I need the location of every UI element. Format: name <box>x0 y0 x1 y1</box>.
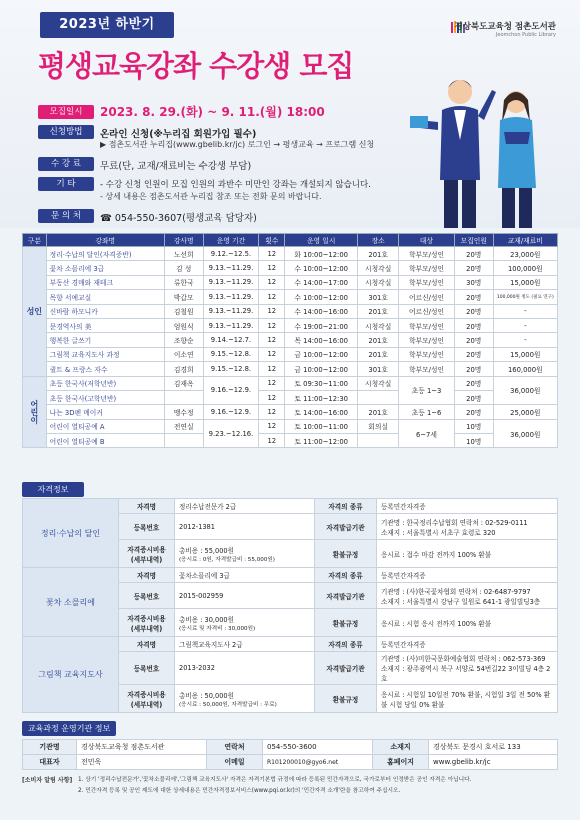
cert-cost <box>175 609 315 637</box>
table-cell: 301호 <box>358 362 399 376</box>
info-row-fee <box>38 155 438 173</box>
course-name: 정리·수납의 달인(자격증반) <box>46 247 164 261</box>
table-cell: - <box>493 333 557 347</box>
table-cell: 이소연 <box>164 347 203 361</box>
table-cell: 토 10:00~11:00 <box>285 419 358 433</box>
ops-value: 전민욱 <box>77 755 207 770</box>
table-row <box>23 376 558 390</box>
table-cell: 박갑모 <box>164 290 203 304</box>
cert-label: 자격명 <box>119 499 175 514</box>
table-cell: 201호 <box>358 247 399 261</box>
cert-label: 자격증시비용 (세부내역) <box>119 685 175 713</box>
cert-label: 자격의 종류 <box>315 568 377 583</box>
table-row <box>23 390 558 404</box>
course-name: 그림책 교육지도사 과정 <box>46 347 164 361</box>
cert-label: 등록번호 <box>119 652 175 685</box>
table-cell: 학부모/성인 <box>399 362 455 376</box>
table-cell: 학부모/성인 <box>399 333 455 347</box>
cert-value: 정리수납전문가 2급 <box>175 499 315 514</box>
table-cell: 6~7세 <box>399 419 455 448</box>
table-cell: 100,000원 정도 (필요 연구) <box>493 290 557 304</box>
col-header: 교재/재료비 <box>493 234 557 247</box>
table-row <box>23 347 558 361</box>
ops-section-title: 교육과정 운영기관 정보 <box>22 721 116 736</box>
course-table-header <box>23 234 558 247</box>
table-cell: 학부모/성인 <box>399 261 455 275</box>
cert-label: 환불규정 <box>315 609 377 637</box>
table-cell: 시청각실 <box>358 318 399 332</box>
cert-value: 등록민간자격증 <box>377 499 558 514</box>
table-cell: 12 <box>259 247 285 261</box>
cert-row <box>23 568 558 583</box>
table-cell: 시청각실 <box>358 275 399 289</box>
table-cell: 전연실 <box>164 419 203 433</box>
cert-group: 정리·수납의 달인 <box>23 499 119 568</box>
table-cell: 9.16.~12.9. <box>203 376 259 405</box>
cert-org-line: 소재지 : 광주광역시 북구 서양로 54번길22 3이빌딩 4층 2호 <box>381 665 551 683</box>
table-cell: 김경희 <box>164 362 203 376</box>
cert-value: 그림책교육지도사 2급 <box>175 637 315 652</box>
ops-row <box>23 740 558 755</box>
table-cell: 어르신/성인 <box>399 304 455 318</box>
cert-cost <box>175 685 315 713</box>
table-cell: 학부모/성인 <box>399 347 455 361</box>
cert-value: 2012-1381 <box>175 514 315 540</box>
table-cell: 20명 <box>454 405 493 419</box>
semester-badge: 2023년 하반기 <box>40 12 174 38</box>
course-table-body <box>23 247 558 448</box>
table-cell: 12 <box>259 362 285 376</box>
ops-label: 홈페이지 <box>373 755 429 770</box>
table-cell: 10명 <box>454 434 493 448</box>
table-cell: 12 <box>259 304 285 318</box>
ops-row <box>23 755 558 770</box>
note-item: 2. 민간자격 등록 및 공인 제도에 대한 상세내용은 민간자격정보서비스(www.pqi.or.kr)의 '민간자격 소개'란을 참고하여 주십시오. <box>78 788 401 794</box>
cert-org <box>377 514 558 540</box>
cert-value: 2015-002959 <box>175 583 315 609</box>
info-sub: - 상세 내용은 점촌도서관 누리집 참조 또는 전화 문의 바랍니다. <box>100 192 322 201</box>
table-cell: 23,000원 <box>493 247 557 261</box>
table-row <box>23 362 558 376</box>
cert-label: 자격발급기관 <box>315 652 377 685</box>
course-name: 초등 한국사(저학년반) <box>46 376 164 390</box>
cert-cost-line: (응시료 : 0원, 자격발급비 : 55,000원) <box>179 556 275 563</box>
table-cell: 201호 <box>358 333 399 347</box>
table-cell: 12 <box>259 261 285 275</box>
table-cell: 20명 <box>454 362 493 376</box>
table-cell: 25,000원 <box>493 405 557 419</box>
table-cell: 12 <box>259 290 285 304</box>
table-cell: 김재옥 <box>164 376 203 390</box>
table-cell: 9.12.~12.5. <box>203 247 259 261</box>
table-cell: 201호 <box>358 405 399 419</box>
course-name: 초등 한국사(고학년반) <box>46 390 164 404</box>
course-name: 신바람 하모니카 <box>46 304 164 318</box>
cert-label: 자격발급기관 <box>315 583 377 609</box>
cert-value: 2013-2032 <box>175 652 315 685</box>
col-header: 모집인원 <box>454 234 493 247</box>
ops-label: 연락처 <box>207 740 263 755</box>
cert-value: 응시료 : 시험일 10일전 70% 환불, 시험일 3일 전 50% 환불 시험 당일 0% 환불 <box>377 685 558 713</box>
table-row <box>23 304 558 318</box>
info-value: ☎ 054-550-3607(평생교육 담당자) <box>100 213 257 224</box>
table-row <box>23 247 558 261</box>
cert-cost-line: (응시료 및 자격비 : 30,000원) <box>179 625 256 632</box>
course-name: 어린이 열티공예 A <box>46 419 164 433</box>
col-header: 운영 일시 <box>285 234 358 247</box>
table-cell: 목 14:00~16:00 <box>285 333 358 347</box>
notes-label: [소비자 알림 사항] <box>22 777 73 784</box>
page-title: 평생교육강좌 수강생 모집 <box>38 49 354 83</box>
table-cell: 20명 <box>454 333 493 347</box>
table-cell <box>358 434 399 448</box>
table-cell: 36,000원 <box>493 419 557 448</box>
group-adult: 성인 <box>23 247 47 377</box>
info-value: 무료(단, 교재/재료비는 수강생 부담) <box>100 161 252 172</box>
cert-cost-line: 총비용 : 30,000원 <box>179 615 234 624</box>
cert-org <box>377 652 558 685</box>
course-name: 목향 서예교실 <box>46 290 164 304</box>
cert-org-line: 기관명 : 한국정리수납협회 연락처 : 02-529-0111 <box>381 518 528 527</box>
table-cell: 시청각실 <box>358 261 399 275</box>
table-cell: 토 14:00~16:00 <box>285 405 358 419</box>
table-cell: 36,000원 <box>493 376 557 405</box>
table-cell: 학부모/성인 <box>399 318 455 332</box>
table-cell: 9.13.~11.29. <box>203 304 259 318</box>
cert-group: 그림책 교육지도사 <box>23 637 119 713</box>
course-name: 나는 3D펜 메이커 <box>46 405 164 419</box>
table-cell: 시청각실 <box>358 376 399 390</box>
cert-label: 등록번호 <box>119 514 175 540</box>
table-cell: 토 11:00~12:30 <box>285 390 358 404</box>
info-value: 2023. 8. 29.(화) ~ 9. 11.(월) 18:00 <box>100 105 325 119</box>
table-cell: 노선희 <box>164 247 203 261</box>
table-cell: 엄원식 <box>164 318 203 332</box>
notes-body <box>78 775 558 797</box>
info-label: 문 의 처 <box>38 209 94 223</box>
ops-label: 기관명 <box>23 740 77 755</box>
info-value: - 수강 신청 인원이 모집 인원의 과반수 미만인 강좌는 개설되지 않습니다. <box>100 180 371 190</box>
table-cell: 20명 <box>454 376 493 390</box>
cert-cost-line: 총비용 : 50,000원 <box>179 691 234 700</box>
table-cell: 10명 <box>454 419 493 433</box>
table-cell: 수 14:00~17:00 <box>285 275 358 289</box>
info-row-contact <box>38 207 438 225</box>
table-cell: 수 19:00~21:00 <box>285 318 358 332</box>
table-cell: 160,000원 <box>493 362 557 376</box>
table-row <box>23 275 558 289</box>
table-row <box>23 290 558 304</box>
table-cell: 9.15.~12.8. <box>203 347 259 361</box>
course-name: 부동산 경매와 재테크 <box>46 275 164 289</box>
table-row <box>23 419 558 433</box>
table-cell: 20명 <box>454 347 493 361</box>
table-cell <box>358 390 399 404</box>
table-cell: 30명 <box>454 275 493 289</box>
table-cell: 9.13.~11.29. <box>203 290 259 304</box>
info-sub: ▶ 점촌도서관 누리집(www.gbelib.kr/jc) 로그인 → 평생교육 → 프로그램 신청 <box>100 140 375 149</box>
table-cell: 201호 <box>358 304 399 318</box>
cert-label: 자격의 종류 <box>315 637 377 652</box>
table-cell: 초등 1~3 <box>399 376 455 405</box>
cert-label: 자격발급기관 <box>315 514 377 540</box>
cert-org-line: 소재지 : 서울특별시 강남구 일원로 641-1 광일빌딩3층 <box>381 597 541 606</box>
ops-value: 경상북도 문경시 호서로 133 <box>429 740 558 755</box>
table-row <box>23 318 558 332</box>
cert-label: 환불규정 <box>315 685 377 713</box>
info-label: 수 강 료 <box>38 157 94 171</box>
table-cell: 201호 <box>358 347 399 361</box>
org-name: 경상북도교육청 점촌도서관 <box>454 22 556 32</box>
table-row <box>23 261 558 275</box>
note-item: 1. 상기 '정리수납전문가','꽃차소믈리에','그림책 교육지도사' 자격은 자격기본법 규정에 따라 등록된 민간자격으로, 국가로부터 인정받은 공인 자격은 아닙니다. <box>78 777 472 783</box>
ops-label: 대표자 <box>23 755 77 770</box>
cert-org-line: 기관명 : (사)미한국문화예술협회 연락처 : 062-573-369 <box>381 655 546 663</box>
info-row-period <box>38 103 438 121</box>
ops-label: 이메일 <box>207 755 263 770</box>
table-cell: 수 10:00~12:00 <box>285 261 358 275</box>
cert-label: 자격명 <box>119 637 175 652</box>
table-row <box>23 405 558 419</box>
table-cell <box>164 390 203 404</box>
table-cell: 12 <box>259 333 285 347</box>
info-row-method <box>38 123 438 153</box>
table-cell: 학부모/성인 <box>399 247 455 261</box>
table-cell: 9.23.~12.16. <box>203 419 259 448</box>
table-cell: 회의실 <box>358 419 399 433</box>
cert-table-body <box>23 499 558 713</box>
ops-value: www.gbelib.kr/jc <box>429 755 558 770</box>
col-header: 횟수 <box>259 234 285 247</box>
table-cell: 금 10:00~12:00 <box>285 347 358 361</box>
col-header: 강사명 <box>164 234 203 247</box>
table-cell: 15,000원 <box>493 275 557 289</box>
ops-value: 054-550-3600 <box>263 740 373 755</box>
cert-value: 등록민간자격증 <box>377 637 558 652</box>
info-label: 모집일시 <box>38 105 94 119</box>
table-cell: 20명 <box>454 247 493 261</box>
info-rows <box>38 103 438 227</box>
table-cell: 금 10:00~12:00 <box>285 362 358 376</box>
ops-table <box>22 739 558 770</box>
course-name: 퀼트 & 프랑스 자수 <box>46 362 164 376</box>
table-cell: 맹수정 <box>164 405 203 419</box>
info-row-etc <box>38 175 438 205</box>
table-cell: 12 <box>259 390 285 404</box>
cert-cost-line: (응시료 : 50,000원, 자격발급비 : 무료) <box>179 701 277 708</box>
cert-value: 꽃차소믈리에 3급 <box>175 568 315 583</box>
org-english-name: Jeomchon Public Library <box>495 32 556 38</box>
cert-org-line: 소재지 : 서울특별시 서초구 효령로 320 <box>381 528 496 537</box>
info-label: 신청방법 <box>38 125 94 139</box>
table-cell: 9.13.~11.29. <box>203 318 259 332</box>
cert-value: 등록민간자격증 <box>377 568 558 583</box>
table-cell: 조향순 <box>164 333 203 347</box>
cert-org-line: 기관명 : (사)한국꽃차협회 연락처 : 02-6487-9797 <box>381 587 531 596</box>
col-header: 강좌명 <box>46 234 164 247</box>
cert-label: 자격의 종류 <box>315 499 377 514</box>
course-name: 꽃차 소믈리에 3급 <box>46 261 164 275</box>
cert-cost-line: 총비용 : 55,000원 <box>179 546 234 555</box>
table-cell: 류한국 <box>164 275 203 289</box>
cert-table <box>22 498 558 713</box>
cert-label: 등록번호 <box>119 583 175 609</box>
ops-value: R101200010@gyo6.net <box>263 755 373 770</box>
table-cell: 20명 <box>454 261 493 275</box>
cert-org <box>377 583 558 609</box>
table-cell: 김 성 <box>164 261 203 275</box>
table-row <box>23 434 558 448</box>
table-cell: - <box>493 304 557 318</box>
info-label: 기 타 <box>38 177 94 191</box>
table-cell: 수 10:00~12:00 <box>285 290 358 304</box>
table-cell: 12 <box>259 275 285 289</box>
table-cell: 초등 1~6 <box>399 405 455 419</box>
ops-label: 소재지 <box>373 740 429 755</box>
col-header: 운영 기간 <box>203 234 259 247</box>
table-cell: 9.13.~11.29. <box>203 275 259 289</box>
table-cell: 수 14:00~16:00 <box>285 304 358 318</box>
table-cell: 20명 <box>454 290 493 304</box>
cert-row <box>23 637 558 652</box>
col-header: 장소 <box>358 234 399 247</box>
ops-value: 경상북도교육청 점촌도서관 <box>77 740 207 755</box>
table-cell: 12 <box>259 318 285 332</box>
cert-label: 환불규정 <box>315 540 377 568</box>
col-header: 구분 <box>23 234 47 247</box>
table-cell: - <box>493 318 557 332</box>
table-cell: 100,000원 <box>493 261 557 275</box>
cert-label: 자격증시비용 (세부내역) <box>119 540 175 568</box>
illustration-people <box>408 70 558 230</box>
table-cell: 12 <box>259 434 285 448</box>
course-name: 어린이 열티공예 B <box>46 434 164 448</box>
table-cell: 9.13.~11.29. <box>203 261 259 275</box>
table-cell: 화 10:00~12:00 <box>285 247 358 261</box>
course-name: 행복한 글쓰기 <box>46 333 164 347</box>
table-cell: 20명 <box>454 304 493 318</box>
info-value: 온라인 신청(※누리집 회원가입 필수) <box>100 129 257 140</box>
table-cell: 학부모/성인 <box>399 275 455 289</box>
table-cell: 김철원 <box>164 304 203 318</box>
cert-section-title: 자격정보 <box>22 482 84 497</box>
table-row <box>23 333 558 347</box>
table-cell: 토 09:30~11:00 <box>285 376 358 390</box>
table-cell: 9.14.~12.7. <box>203 333 259 347</box>
cert-value: 응시료 : 접수 마감 전까지 100% 환불 <box>377 540 558 568</box>
organization <box>455 20 557 38</box>
table-cell: 9.15.~12.8. <box>203 362 259 376</box>
group-child: 어린이 <box>23 376 47 448</box>
table-cell: 12 <box>259 405 285 419</box>
table-cell: 12 <box>259 347 285 361</box>
table-cell: 어르신/성인 <box>399 290 455 304</box>
table-cell: 토 11:00~12:00 <box>285 434 358 448</box>
cert-label: 자격명 <box>119 568 175 583</box>
table-cell: 20명 <box>454 318 493 332</box>
table-cell <box>164 434 203 448</box>
cert-row <box>23 499 558 514</box>
cert-label: 자격증시비용 (세부내역) <box>119 609 175 637</box>
table-cell: 9.16.~12.9. <box>203 405 259 419</box>
course-table <box>22 233 558 448</box>
col-header: 대상 <box>399 234 455 247</box>
table-cell: 20명 <box>454 390 493 404</box>
cert-group: 꽃차 소믈리에 <box>23 568 119 637</box>
cert-value: 응시료 : 시험 응시 전까지 100% 환불 <box>377 609 558 637</box>
table-cell: 301호 <box>358 290 399 304</box>
table-cell: 12 <box>259 376 285 390</box>
course-name: 문경역사의 美 <box>46 318 164 332</box>
table-cell: 15,000원 <box>493 347 557 361</box>
cert-cost <box>175 540 315 568</box>
table-cell: 12 <box>259 419 285 433</box>
